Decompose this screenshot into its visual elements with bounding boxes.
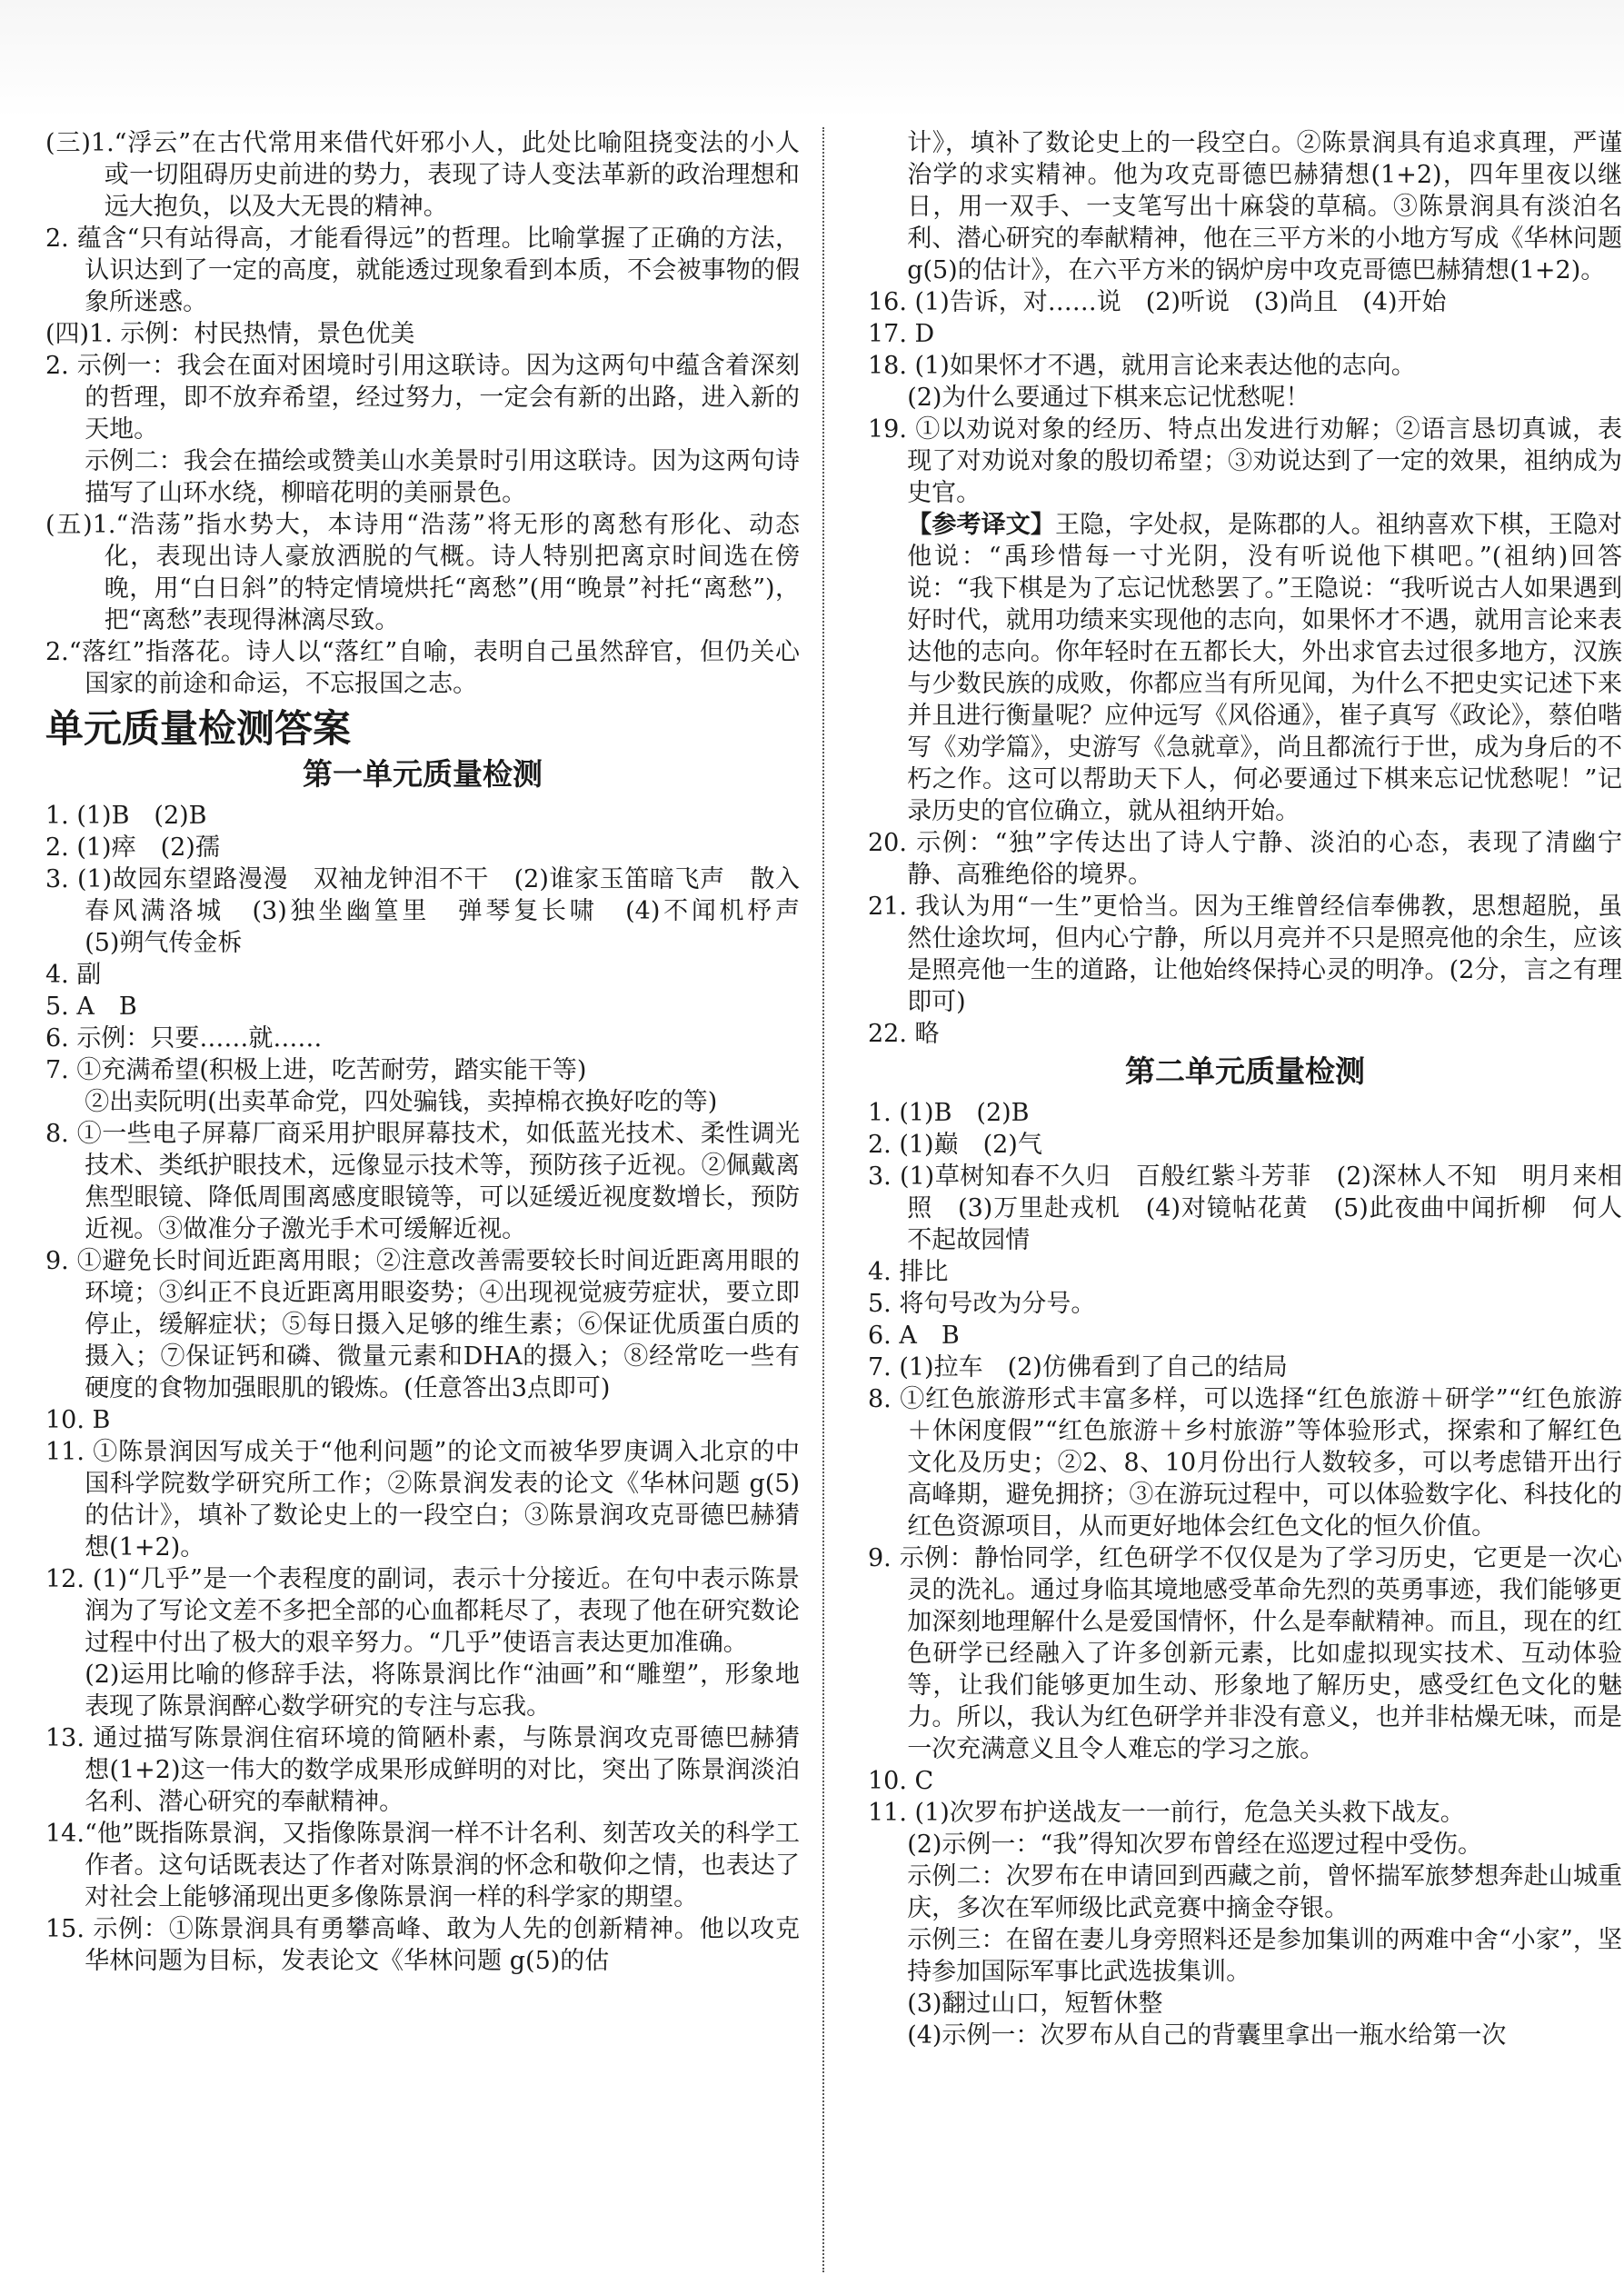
u2-item: 2. (1)巅 (2)气 [868,1131,1042,1159]
u1-item: 21. 我认为用“一生”更恰当。因为王维曾经信奉佛教，思想超脱，虽然仕途坎坷，但内心宁静，所以月亮并不只是照亮他的余生，应该是照亮他一生的道路，让他始终保持心灵的明净。(2分，言之有理即可) [868,893,1622,1016]
reference-translation [868,509,1622,827]
u1-item: 3. (1)故园东望路漫漫 双袖龙钟泪不干 (2)谁家玉笛暗飞声 散入春风满洛城 (3)独坐幽篁里 弹琴复长啸 (4)不闻机杼声 (5)朔气传金柝 [45,865,849,957]
u2-item: 1. (1)B (2)B [868,1099,1030,1127]
answer-4-2-ex2: 示例二：我会在描绘或赞美山水美景时引用这联诗。因为这两句诗描写了山环水绕，柳暗花明的美丽景色。 [85,447,800,507]
u1-item: 17. D [868,320,935,348]
u1-item: 14.“他”既指陈景润，又指像陈景润一样不计名利、刻苦攻关的科学工作者。这句话既表达了作者对陈景润的怀念和敬仰之情，也表达了对社会上能够涌现出更多像陈景润一样的科学家的期望。 [45,1820,800,1911]
reference-label: 【参考译文】 [907,511,1056,539]
u2-item: 3. (1)草树知春不久归 百般红紫斗芳菲 (2)深林人不知 明月来相照 (3)万里赴戎机 (4)对镜帖花黄 (5)此夜曲中闻折柳 何人不起故园情 [868,1162,1622,1254]
u2-item: 6. A B [868,1322,960,1350]
reference-text: 王隐，字处叔，是陈郡的人。祖纳喜欢下棋，王隐对他说：“禹珍惜每一寸光阴，没有听说他下棋吧。”(祖纳)回答说：“我下棋是为了忘记忧愁罢了。”王隐说：“我听说古人如果遇到好时代，就用功绩来实现他的志向，如果怀才不遇，就用言论来表达他的志向。你年轻时在五都长大，外出求官去过很多地方，汉族与少数民族的成败，你都应当有所见闻，为什么不把史实记述下来并且进行衡量呢？应仲远写《风俗通》，崔子真写《政论》，蔡伯喈写《劝学篇》，史游写《急就章》，尚且都流行于世，成为身后的不朽之作。这可以帮助天下人，何必要通过下棋来忘记忧愁呢！”记录历史的官位确立，就从祖纳开始。 [907,511,1623,825]
u2-item: 7. (1)拉车 (2)仿佛看到了自己的结局 [868,1353,1288,1382]
u2-item: (3)翻过山口，短暂休整 [907,1990,1163,2018]
u2-item: 5. 将句号改为分号。 [868,1290,1096,1318]
u2-item: 示例二：次罗布在申请回到西藏之前，曾怀揣军旅梦想奔赴山城重庆，多次在军师级比武竞赛中摘金夺银。 [907,1862,1622,1922]
unit1-heading: 第一单元质量检测 [303,756,543,792]
u1-item: 8. ①一些电子屏幕厂商采用护眼屏幕技术，如低蓝光技术、柔性调光技术、类纸护眼技术，远像显示技术等，预防孩子近视。②佩戴离焦型眼镜、降低周围离感度眼镜等，可以延缓近视度数增长，预防近视。③做准分子激光手术可缓解近视。 [45,1120,800,1243]
u1-item: 10. B [45,1406,111,1434]
u1-item: 4. 副 [45,961,102,989]
u1-item: 5. A B [45,993,137,1021]
u1-item: 13. 通过描写陈景润住宿环境的简陋朴素，与陈景润攻克哥德巴赫猜想(1+2)这一伟大的数学成果形成鲜明的对比，突出了陈景润淡泊名利、潜心研究的奉献精神。 [45,1724,800,1816]
u1-item: 16. (1)告诉，对……说 (2)听说 (3)尚且 (4)开始 [868,288,1447,316]
u2-item: 10. C [868,1767,934,1795]
answer-5-2: 2.“落红”指落花。诗人以“落红”自喻，表明自己虽然辞官，但仍关心国家的前途和命运，不忘报国之志。 [45,638,800,698]
u1-item: (2)为什么要通过下棋来忘记忧愁呢！ [907,384,1310,412]
section-heading: 单元质量检测答案 [45,706,352,751]
u1-item: 15. 示例：①陈景润具有勇攀高峰、敢为人先的创新精神。他以攻克华林问题为目标，发表论文《华林问题 g(5)的估 [45,1915,800,1975]
u2-item: 9. 示例：静怡同学，红色研学不仅仅是为了学习历史，它更是一次心灵的洗礼。通过身临其境地感受革命先烈的英勇事迹，我们能够更加深刻地理解什么是爱国情怀，什么是奉献精神。而且，现在的红色研学已经融入了许多创新元素，比如虚拟现实技术、互动体验等，让我们能够更加生动、形象地了解历史，感受红色文化的魅力。所以，我认为红色研学并非没有意义，也并非枯燥无味，而是一次充满意义且令人难忘的学习之旅。 [868,1544,1622,1763]
answer-4-2-ex1: 2. 示例一：我会在面对困境时引用这联诗。因为这两句中蕴含着深刻的哲理，即不放弃希望，经过努力，一定会有新的出路，进入新的天地。 [45,352,800,444]
u2-item: 11. (1)次罗布护送战友一一前行，危急关头救下战友。 [868,1799,1465,1827]
u2-item: 示例三：在留在妻儿身旁照料还是参加集训的两难中舍“小家”，坚持参加国际军事比武选拔集训。 [907,1926,1622,1986]
u1-item: 12. (1)“几乎”是一个表程度的副词，表示十分接近。在句中表示陈景润为了写论文差不多把全部的心血都耗尽了，表现了他在研究数论过程中付出了极大的艰辛努力。“几乎”使语言表达更加准确。 [45,1565,800,1657]
u1-15-continued: 计》，填补了数论史上的一段空白。②陈景润具有追求真理，严谨治学的求实精神。他为攻克哥德巴赫猜想(1+2)，四年里夜以继日，用一双手、一支笔写出十麻袋的草稿。③陈景润具有淡泊名利、潜心研究的奉献精神，他在三平方米的小地方写成《华林问题 g(5)的估计》，在六平方米的锅炉房中攻克哥德巴赫猜想(1+2)。 [907,129,1622,284]
u1-item: 7. ①充满希望(积极上进，吃苦耐劳，踏实能干等) [45,1056,587,1084]
u1-item: 20. 示例：“独”字传达出了诗人宁静、淡泊的心态，表现了清幽宁静、高雅绝俗的境界。 [868,829,1622,889]
u1-item: 2. (1)瘁 (2)孺 [45,833,220,862]
answer-5-1: (五)1.“浩荡”指水势大，本诗用“浩荡”将无形的离愁有形化、动态化，表现出诗人豪放洒脱的气概。诗人特别把离京时间选在傍晚，用“白日斜”的特定情境烘托“离愁”(用“晚景”衬托“离愁”)，把“离愁”表现得淋漓尽致。 [45,511,800,634]
u1-item: 11. ①陈景润因写成关于“他利问题”的论文而被华罗庚调入北京的中国科学院数学研究所工作；②陈景润发表的论文《华林问题 g(5)的估计》，填补了数论史上的一段空白；③陈景润攻克哥德巴赫猜想(1+2)。 [45,1438,800,1562]
u1-item: 6. 示例：只要……就…… [45,1024,323,1053]
u1-item: 19. ①以劝说对象的经历、特点出发进行劝解；②语言恳切真诚，表现了对劝说对象的殷切希望；③劝说达到了一定的效果，祖纳成为史官。 [868,415,1622,507]
u1-item: ②出卖阮明(出卖革命党，四处骗钱，卖掉棉衣换好吃的等) [85,1088,718,1116]
answer-4-1: (四)1. 示例：村民热情，景色优美 [45,320,415,348]
u2-item: (2)示例一：“我”得知次罗布曾经在巡逻过程中受伤。 [907,1831,1483,1859]
u1-item: 9. ①避免长时间近距离用眼；②注意改善需要较长时间近距离用眼的环境；③纠正不良近距离用眼姿势；④出现视觉疲劳症状，要立即停止，缓解症状；⑤每日摄入足够的维生素；⑥保证优质蛋白质的摄入；⑦保证钙和磷、微量元素和DHA的摄入；⑧经常吃一些有硬度的食物加强眼肌的锻炼。(任意答出3点即可) [45,1247,800,1402]
u1-item: (2)运用比喻的修辞手法，将陈景润比作“油画”和“雕塑”，形象地表现了陈景润醉心数学研究的专注与忘我。 [85,1661,800,1721]
u1-item: 22. 略 [868,1020,940,1048]
column-divider [822,127,824,2272]
page-header-band [0,0,1624,118]
answer-3-1: (三)1.“浮云”在古代常用来借代奸邪小人，此处比喻阻挠变法的小人或一切阻碍历史前进的势力，表现了诗人变法革新的政治理想和远大抱负，以及大无畏的精神。 [45,129,800,221]
u1-item: 1. (1)B (2)B [45,802,207,830]
u1-item: 18. (1)如果怀才不遇，就用言论来表达他的志向。 [868,352,1416,380]
u2-item: 4. 排比 [868,1258,949,1286]
answer-3-2: 2. 蕴含“只有站得高，才能看得远”的哲理。比喻掌握了正确的方法，认识达到了一定的高度，就能透过现象看到本质，不会被事物的假象所迷惑。 [45,225,800,316]
left-column [45,127,849,1977]
unit2-heading: 第二单元质量检测 [1125,1053,1365,1089]
u2-item: (4)示例一：次罗布从自己的背囊里拿出一瓶水给第一次 [907,2021,1507,2050]
right-column [868,127,1622,2051]
u2-item: 8. ①红色旅游形式丰富多样，可以选择“红色旅游＋研学”“红色旅游＋休闲度假”“红色旅游＋乡村旅游”等体验形式，探索和了解红色文化及历史；②2、8、10月份出行人数较多，可以考虑错开出行高峰期，避免拥挤；③在游玩过程中，可以体验数字化、科技化的红色资源项目，从而更好地体会红色文化的恒久价值。 [868,1385,1622,1541]
